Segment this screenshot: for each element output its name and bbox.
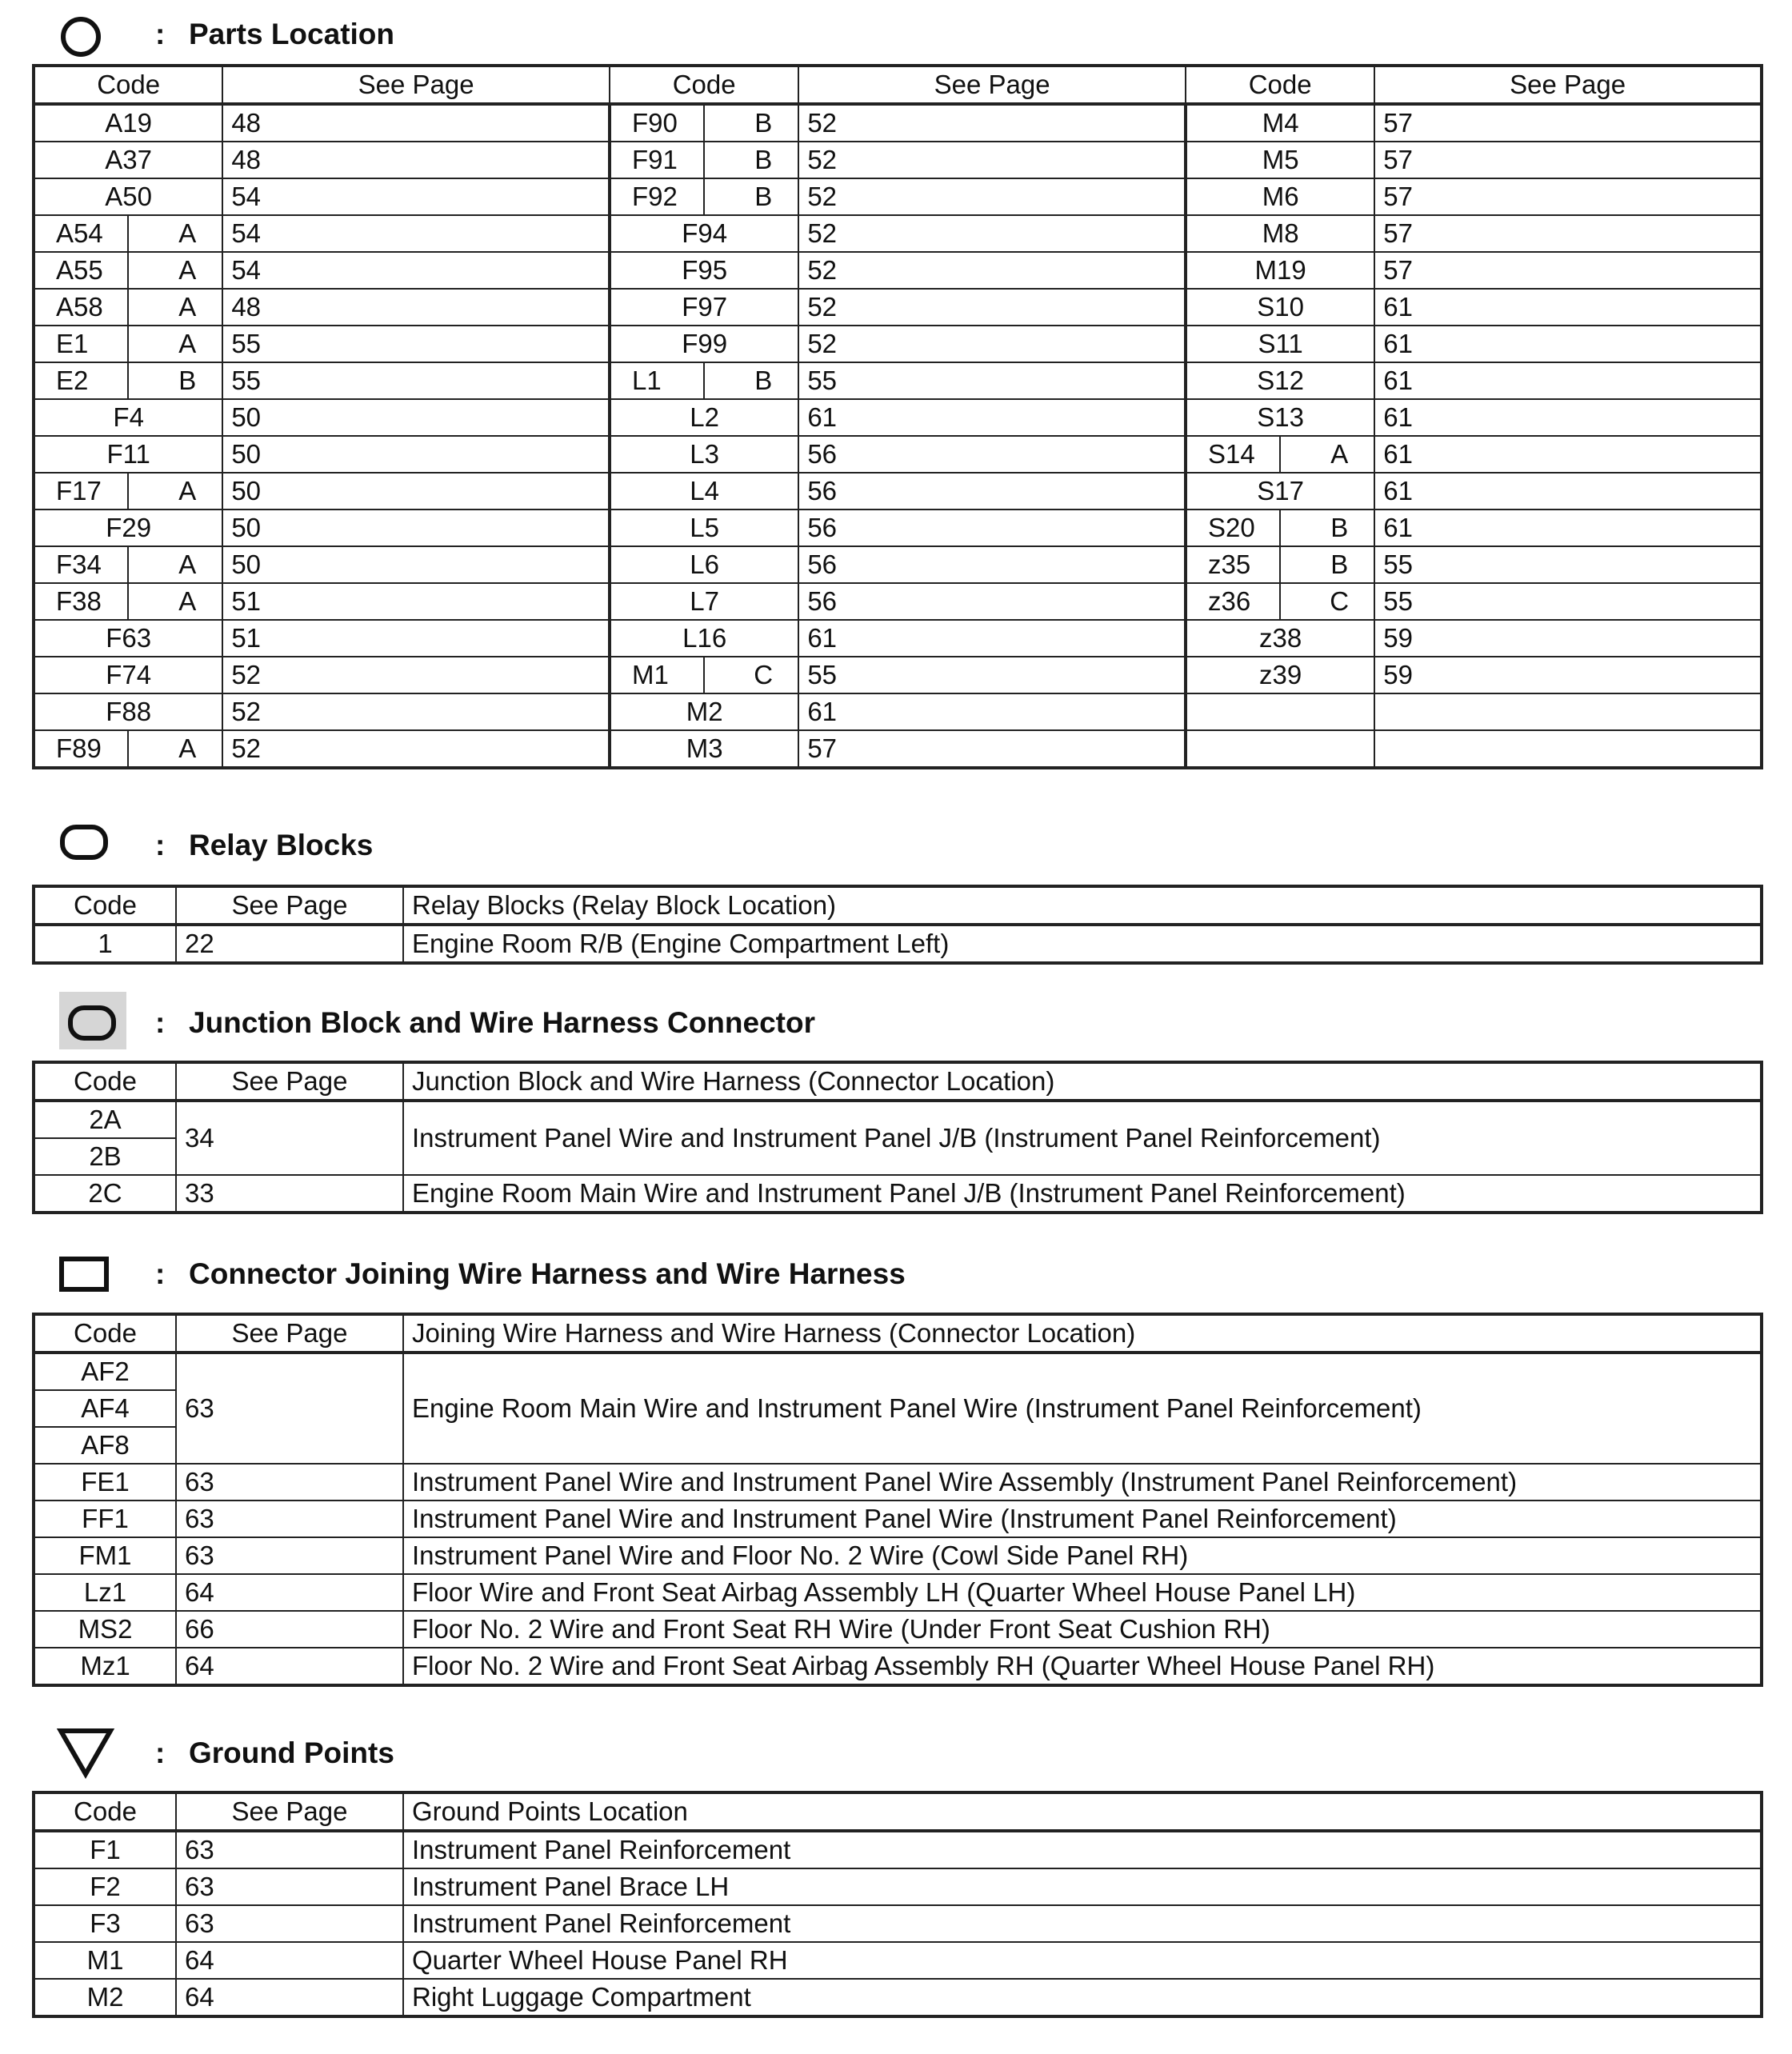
table-row (34, 1353, 1762, 1390)
table-header-row (34, 1792, 1762, 1831)
table-row (34, 1574, 1762, 1611)
table-row (34, 178, 1762, 215)
row-see-page: 63 (176, 1501, 403, 1537)
relay-blocks-heading (0, 813, 800, 877)
junction-block-heading (0, 989, 960, 1053)
table-row (34, 1979, 1762, 2016)
header-code: Code (610, 66, 798, 104)
row-see-page: 63 (176, 1464, 403, 1501)
row-code: F2 (34, 1868, 176, 1905)
table-row (34, 693, 1762, 730)
part-sub: B (704, 178, 798, 215)
section-title: Parts Location (189, 18, 394, 50)
table-row (34, 1905, 1762, 1942)
table-row (34, 1175, 1762, 1213)
part-code (1186, 693, 1374, 730)
part-code: L5 (610, 510, 798, 546)
part-see-page: 52 (798, 289, 1186, 326)
row-code: Lz1 (34, 1574, 176, 1611)
part-code: A54 (34, 215, 128, 252)
part-code: F99 (610, 326, 798, 362)
part-see-page: 48 (222, 104, 610, 142)
part-sub: B (1280, 510, 1374, 546)
part-code: F4 (34, 399, 222, 436)
part-sub: A (128, 583, 222, 620)
row-code: FM1 (34, 1537, 176, 1574)
part-see-page: 56 (798, 473, 1186, 510)
row-code: AF2 (34, 1353, 176, 1390)
table-row (34, 510, 1762, 546)
part-see-page (1374, 693, 1762, 730)
table-row (34, 362, 1762, 399)
row-code: 1 (34, 925, 176, 963)
part-see-page: 59 (1374, 620, 1762, 657)
part-sub: B (704, 104, 798, 142)
header-code: Code (34, 1314, 176, 1353)
row-location: Instrument Panel Wire and Instrument Panel J/B (Instrument Panel Reinforcement) (403, 1101, 1762, 1175)
part-code: F63 (34, 620, 222, 657)
table-row (34, 925, 1762, 963)
header-see-page: See Page (222, 66, 610, 104)
table-row (34, 104, 1762, 142)
row-location: Quarter Wheel House Panel RH (403, 1942, 1762, 1979)
part-sub: A (1280, 436, 1374, 473)
table-row (34, 289, 1762, 326)
table-row (34, 1501, 1762, 1537)
part-see-page: 61 (1374, 436, 1762, 473)
part-code: M6 (1186, 178, 1374, 215)
part-see-page: 61 (1374, 326, 1762, 362)
heading-colon: : (155, 18, 166, 50)
part-code: L1 (610, 362, 704, 399)
row-code: 2C (34, 1175, 176, 1213)
table-header-row (34, 66, 1762, 104)
part-see-page: 61 (798, 693, 1186, 730)
part-sub: A (128, 473, 222, 510)
table-row (34, 1868, 1762, 1905)
part-sub: B (1280, 546, 1374, 583)
part-code: S11 (1186, 326, 1374, 362)
part-code: M4 (1186, 104, 1374, 142)
part-see-page: 50 (222, 510, 610, 546)
part-code: A37 (34, 142, 222, 178)
part-sub: A (128, 326, 222, 362)
table-row (34, 1831, 1762, 1868)
row-see-page: 66 (176, 1611, 403, 1648)
part-code: S12 (1186, 362, 1374, 399)
part-code: A58 (34, 289, 128, 326)
row-location: Engine Room Main Wire and Instrument Panel Wire (Instrument Panel Reinforcement) (403, 1353, 1762, 1464)
part-code: F92 (610, 178, 704, 215)
part-sub: B (704, 362, 798, 399)
part-code: z38 (1186, 620, 1374, 657)
part-see-page: 48 (222, 289, 610, 326)
part-code: F89 (34, 730, 128, 768)
ground-points-table (32, 1791, 1763, 2018)
row-code: Mz1 (34, 1648, 176, 1685)
header-location: Relay Blocks (Relay Block Location) (403, 886, 1762, 925)
part-code: M8 (1186, 215, 1374, 252)
part-see-page: 54 (222, 252, 610, 289)
table-row (34, 1648, 1762, 1685)
header-see-page: See Page (798, 66, 1186, 104)
part-see-page: 50 (222, 473, 610, 510)
part-code: F94 (610, 215, 798, 252)
part-sub: A (128, 546, 222, 583)
row-code: 2B (34, 1138, 176, 1175)
part-code: S17 (1186, 473, 1374, 510)
part-code: F34 (34, 546, 128, 583)
table-row (34, 657, 1762, 693)
row-see-page: 64 (176, 1942, 403, 1979)
row-see-page: 63 (176, 1537, 403, 1574)
part-code: M5 (1186, 142, 1374, 178)
part-see-page: 52 (798, 215, 1186, 252)
part-code: z39 (1186, 657, 1374, 693)
row-location: Floor Wire and Front Seat Airbag Assembly LH (Quarter Wheel House Panel LH) (403, 1574, 1762, 1611)
row-location: Instrument Panel Reinforcement (403, 1831, 1762, 1868)
header-code: Code (34, 1792, 176, 1831)
table-row (34, 1537, 1762, 1574)
square-icon (56, 1254, 112, 1294)
row-code: M2 (34, 1979, 176, 2016)
part-code: F11 (34, 436, 222, 473)
part-see-page: 57 (798, 730, 1186, 768)
table-row (34, 583, 1762, 620)
part-code: F97 (610, 289, 798, 326)
table-row (34, 252, 1762, 289)
row-location: Engine Room R/B (Engine Compartment Left) (403, 925, 1762, 963)
part-code: S13 (1186, 399, 1374, 436)
table-row (34, 399, 1762, 436)
part-see-page: 57 (1374, 215, 1762, 252)
row-location: Engine Room Main Wire and Instrument Panel J/B (Instrument Panel Reinforcement) (403, 1175, 1762, 1213)
part-code: z36 (1186, 583, 1280, 620)
part-see-page: 50 (222, 546, 610, 583)
part-sub: A (128, 730, 222, 768)
table-row (34, 1942, 1762, 1979)
part-sub: A (128, 252, 222, 289)
row-code: M1 (34, 1942, 176, 1979)
part-code: E1 (34, 326, 128, 362)
heading-colon: : (155, 1736, 166, 1769)
part-code: M19 (1186, 252, 1374, 289)
part-code: L4 (610, 473, 798, 510)
heading-colon: : (155, 1006, 166, 1039)
part-code (1186, 730, 1374, 768)
header-code: Code (1186, 66, 1374, 104)
header-see-page: See Page (176, 1792, 403, 1831)
part-see-page: 52 (798, 178, 1186, 215)
circle-icon (56, 12, 106, 62)
part-code: F88 (34, 693, 222, 730)
part-code: A19 (34, 104, 222, 142)
part-see-page: 52 (798, 104, 1186, 142)
part-code: F17 (34, 473, 128, 510)
part-code: L3 (610, 436, 798, 473)
header-location: Junction Block and Wire Harness (Connector Location) (403, 1062, 1762, 1101)
ground-points-heading (0, 1720, 800, 1784)
part-see-page: 55 (222, 326, 610, 362)
part-see-page: 48 (222, 142, 610, 178)
part-see-page: 59 (1374, 657, 1762, 693)
part-see-page: 56 (798, 583, 1186, 620)
part-code: A50 (34, 178, 222, 215)
part-see-page: 61 (1374, 362, 1762, 399)
part-see-page: 57 (1374, 252, 1762, 289)
part-see-page: 56 (798, 510, 1186, 546)
table-row (34, 215, 1762, 252)
table-row (34, 1101, 1762, 1138)
part-see-page: 57 (1374, 142, 1762, 178)
part-see-page: 52 (222, 730, 610, 768)
part-code: S20 (1186, 510, 1280, 546)
row-code: MS2 (34, 1611, 176, 1648)
row-location: Floor No. 2 Wire and Front Seat Airbag Assembly RH (Quarter Wheel House Panel RH) (403, 1648, 1762, 1685)
row-location: Right Luggage Compartment (403, 1979, 1762, 2016)
part-see-page: 61 (1374, 473, 1762, 510)
row-see-page: 63 (176, 1905, 403, 1942)
header-location: Joining Wire Harness and Wire Harness (Connector Location) (403, 1314, 1762, 1353)
part-code: F95 (610, 252, 798, 289)
part-code: F90 (610, 104, 704, 142)
part-code: L16 (610, 620, 798, 657)
relay-blocks-table (32, 885, 1763, 965)
part-sub: B (128, 362, 222, 399)
header-see-page: See Page (176, 886, 403, 925)
row-code: F1 (34, 1831, 176, 1868)
header-code: Code (34, 886, 176, 925)
row-see-page: 64 (176, 1979, 403, 2016)
row-code: FF1 (34, 1501, 176, 1537)
row-see-page: 64 (176, 1648, 403, 1685)
row-see-page: 64 (176, 1574, 403, 1611)
part-sub: A (128, 215, 222, 252)
part-see-page: 57 (1374, 178, 1762, 215)
part-code: L6 (610, 546, 798, 583)
part-code: M3 (610, 730, 798, 768)
row-code: F3 (34, 1905, 176, 1942)
table-header-row (34, 1314, 1762, 1353)
part-code: F91 (610, 142, 704, 178)
row-location: Instrument Panel Brace LH (403, 1868, 1762, 1905)
part-see-page: 55 (222, 362, 610, 399)
header-see-page: See Page (176, 1062, 403, 1101)
row-see-page: 63 (176, 1831, 403, 1868)
part-see-page: 61 (1374, 289, 1762, 326)
part-code: E2 (34, 362, 128, 399)
row-code: AF4 (34, 1390, 176, 1427)
table-row (34, 473, 1762, 510)
header-code: Code (34, 1062, 176, 1101)
header-location: Ground Points Location (403, 1792, 1762, 1831)
part-sub: B (704, 142, 798, 178)
part-see-page: 61 (1374, 399, 1762, 436)
header-see-page: See Page (1374, 66, 1762, 104)
row-see-page: 63 (176, 1353, 403, 1464)
table-row (34, 546, 1762, 583)
part-see-page: 55 (798, 657, 1186, 693)
row-code: 2A (34, 1101, 176, 1138)
row-code: FE1 (34, 1464, 176, 1501)
part-code: M2 (610, 693, 798, 730)
table-row (34, 620, 1762, 657)
part-see-page: 54 (222, 215, 610, 252)
table-row (34, 436, 1762, 473)
part-code: F29 (34, 510, 222, 546)
table-row (34, 142, 1762, 178)
part-code: z35 (1186, 546, 1280, 583)
part-sub: C (1280, 583, 1374, 620)
row-see-page: 34 (176, 1101, 403, 1175)
rounded-rect-icon (56, 822, 112, 862)
heading-colon: : (155, 829, 166, 861)
row-see-page: 63 (176, 1868, 403, 1905)
part-code: L2 (610, 399, 798, 436)
part-see-page: 52 (798, 252, 1186, 289)
row-location: Instrument Panel Wire and Instrument Panel Wire Assembly (Instrument Panel Reinforcement) (403, 1464, 1762, 1501)
header-see-page: See Page (176, 1314, 403, 1353)
part-sub: C (704, 657, 798, 693)
section-title: Ground Points (189, 1736, 394, 1769)
row-location: Floor No. 2 Wire and Front Seat RH Wire (Under Front Seat Cushion RH) (403, 1611, 1762, 1648)
part-see-page: 61 (798, 620, 1186, 657)
shaded-rounded-rect-icon (64, 1003, 120, 1043)
part-code: L7 (610, 583, 798, 620)
part-see-page: 56 (798, 436, 1186, 473)
table-header-row (34, 1062, 1762, 1101)
part-see-page: 52 (222, 693, 610, 730)
junction-block-table (32, 1061, 1763, 1214)
parts-location-table (32, 64, 1763, 769)
part-see-page: 56 (798, 546, 1186, 583)
parts-location-heading (0, 4, 800, 68)
part-see-page: 55 (798, 362, 1186, 399)
part-see-page: 55 (1374, 546, 1762, 583)
triangle-icon (56, 1724, 115, 1779)
row-see-page: 22 (176, 925, 403, 963)
table-row (34, 1611, 1762, 1648)
part-code: S10 (1186, 289, 1374, 326)
part-see-page: 52 (798, 142, 1186, 178)
part-see-page: 52 (798, 326, 1186, 362)
part-see-page: 51 (222, 620, 610, 657)
part-see-page: 55 (1374, 583, 1762, 620)
connector-joining-table (32, 1313, 1763, 1687)
part-code: M1 (610, 657, 704, 693)
part-code: S14 (1186, 436, 1280, 473)
part-code: F38 (34, 583, 128, 620)
section-title: Junction Block and Wire Harness Connector (189, 1006, 815, 1039)
header-code: Code (34, 66, 222, 104)
part-see-page: 50 (222, 399, 610, 436)
part-see-page: 61 (798, 399, 1186, 436)
row-location: Instrument Panel Reinforcement (403, 1905, 1762, 1942)
part-code: F74 (34, 657, 222, 693)
part-see-page: 51 (222, 583, 610, 620)
connector-joining-heading (0, 1241, 1120, 1305)
row-location: Instrument Panel Wire and Instrument Panel Wire (Instrument Panel Reinforcement) (403, 1501, 1762, 1537)
part-see-page: 61 (1374, 510, 1762, 546)
row-location: Instrument Panel Wire and Floor No. 2 Wire (Cowl Side Panel RH) (403, 1537, 1762, 1574)
heading-colon: : (155, 1257, 166, 1290)
row-see-page: 33 (176, 1175, 403, 1213)
part-see-page (1374, 730, 1762, 768)
section-title: Connector Joining Wire Harness and Wire Harness (189, 1257, 906, 1290)
part-see-page: 57 (1374, 104, 1762, 142)
part-see-page: 52 (222, 657, 610, 693)
table-row (34, 730, 1762, 768)
part-code: A55 (34, 252, 128, 289)
row-code: AF8 (34, 1427, 176, 1464)
table-row (34, 326, 1762, 362)
table-row (34, 1464, 1762, 1501)
section-title: Relay Blocks (189, 829, 374, 861)
part-see-page: 50 (222, 436, 610, 473)
part-see-page: 54 (222, 178, 610, 215)
part-sub: A (128, 289, 222, 326)
table-header-row (34, 886, 1762, 925)
